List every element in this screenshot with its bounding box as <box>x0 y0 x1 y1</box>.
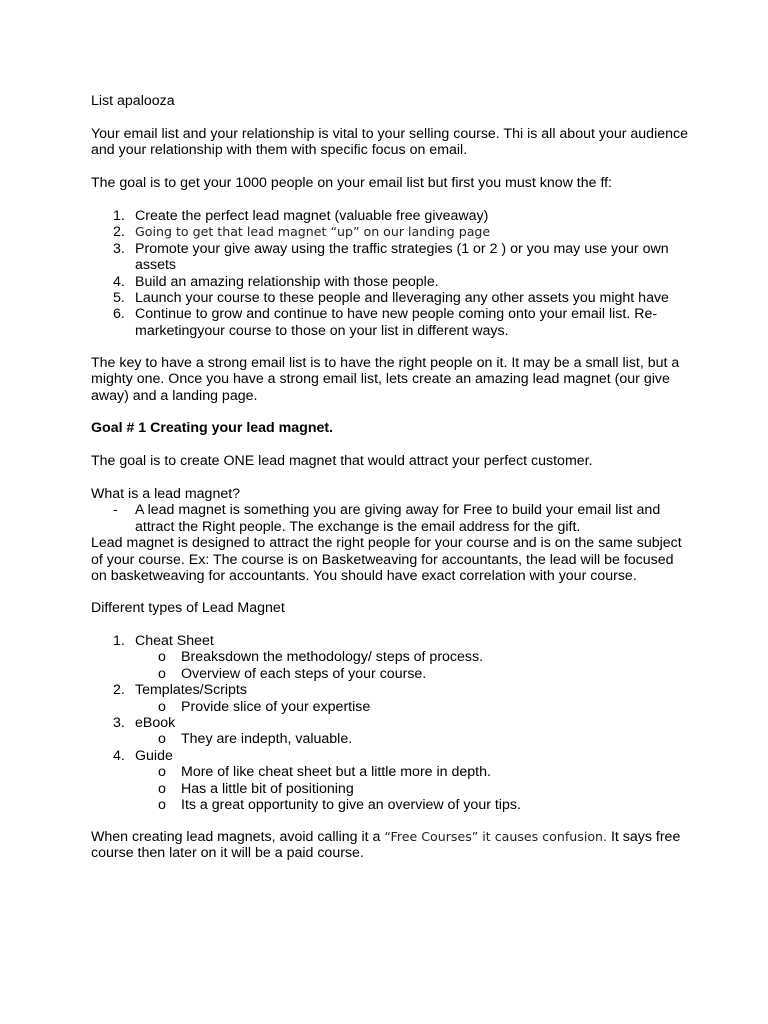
sub-list-item <box>91 666 691 682</box>
closing-text-c: It says free course then later on it will be a paid course. <box>91 829 681 862</box>
list-number: 1. <box>113 208 125 224</box>
goal-1-paragraph: The goal is to create ONE lead magnet that would attract your perfect customer. <box>91 453 593 469</box>
list-item <box>91 715 691 731</box>
list-text: eBook <box>135 715 176 732</box>
designed-paragraph: Lead magnet is designed to attract the right people for your course and is on the same subject of your course. Ex: The course is on Basketweaving for accountants, the lead will be focused on basketweaving for accountants. You should have exact correlation with your course. <box>91 535 682 585</box>
goal-paragraph: The goal is to get your 1000 people on your email list but first you must know the ff: <box>91 175 613 191</box>
list-number: 3. <box>113 240 125 257</box>
sub-list-text: Breaksdown the methodology/ steps of process. <box>181 649 484 666</box>
types-list <box>91 633 691 813</box>
list-item <box>91 748 691 764</box>
bullet-marker: o <box>158 731 166 748</box>
closing-text-a: When creating lead magnets, avoid calling it a <box>91 829 385 845</box>
list-text: Guide <box>135 747 173 764</box>
list-text: Promote your give away using the traffic strategies (1 or 2 ) or you may use your own assets <box>135 240 669 274</box>
question-heading: What is a lead magnet? <box>91 486 241 502</box>
list-number: 6. <box>113 306 125 323</box>
bullet-marker: o <box>158 698 166 715</box>
sub-list-text: Its a great opportunity to give an overview of your tips. <box>181 797 521 814</box>
closing-text-b: “Free Courses” it causes confusion. <box>384 829 608 844</box>
list-number: 2. <box>113 224 125 241</box>
intro-paragraph: Your email list and your relationship is vital to your selling course. Thi is all about your audience and your relationship with them with specific focus on email. <box>91 126 688 159</box>
sub-list-item <box>91 764 691 780</box>
list-item <box>91 682 691 698</box>
list-item <box>91 241 691 274</box>
goal-1-heading: Goal # 1 Creating your lead magnet. <box>91 420 334 436</box>
list-text: Continue to grow and continue to have new people coming onto your email list. Re-marketingyour course to those on your list in different ways. <box>135 306 658 339</box>
list-text: Going to get that lead magnet “up” on our landing page <box>135 224 491 240</box>
list-item <box>91 502 691 535</box>
sub-list-text: Has a little bit of positioning <box>181 780 354 797</box>
key-paragraph: The key to have a strong email list is to have the right people on it. It may be a small list, but a mighty one. Once you have a strong email list, lets create an amazing lead magnet (our give away) and a landing page. <box>91 355 680 404</box>
list-text: Launch your course to these people and lleveraging any other assets you might have <box>135 290 669 307</box>
list-text: Build an amazing relationship with those people. <box>135 273 439 290</box>
list-number: 3. <box>113 715 125 732</box>
list-number: 1. <box>113 633 125 649</box>
sub-list-text: They are indepth, valuable. <box>181 731 353 748</box>
list-number: 2. <box>113 682 125 699</box>
list-item <box>91 633 691 649</box>
sub-list-text: Overview of each steps of your course. <box>181 665 427 682</box>
list-item <box>91 290 691 306</box>
sub-list-item <box>91 797 691 813</box>
list-item <box>91 274 691 290</box>
dash-marker: - <box>113 502 118 519</box>
list-text: Cheat Sheet <box>135 633 214 649</box>
list-item <box>91 208 691 224</box>
sub-list-text: Provide slice of your expertise <box>181 698 371 715</box>
sub-list-item <box>91 781 691 797</box>
bullet-marker: o <box>158 780 166 797</box>
bullet-marker: o <box>158 797 166 814</box>
list-number: 5. <box>113 290 125 307</box>
sub-list-item <box>91 731 691 747</box>
list-item <box>91 306 691 339</box>
lead-magnet-definition <box>91 486 691 584</box>
sub-list-item <box>91 699 691 715</box>
steps-list <box>91 208 691 339</box>
bullet-marker: o <box>158 764 166 781</box>
doc-title: List apalooza <box>91 93 175 109</box>
sub-list-text: More of like cheat sheet but a little more in depth. <box>181 764 491 781</box>
list-number: 4. <box>113 747 125 764</box>
sub-list-item <box>91 649 691 665</box>
bullet-marker: o <box>158 665 166 682</box>
list-text: Templates/Scripts <box>135 682 247 699</box>
closing-paragraph <box>91 829 691 862</box>
types-heading: Different types of Lead Magnet <box>91 600 285 616</box>
list-item <box>91 224 691 240</box>
bullet-marker: o <box>158 649 166 666</box>
list-text: Create the perfect lead magnet (valuable free giveaway) <box>135 208 489 224</box>
list-number: 4. <box>113 273 125 290</box>
list-text: A lead magnet is something you are giving away for Free to build your email list and attract the Right people. The exchange is the email address for the gift. <box>135 502 661 535</box>
